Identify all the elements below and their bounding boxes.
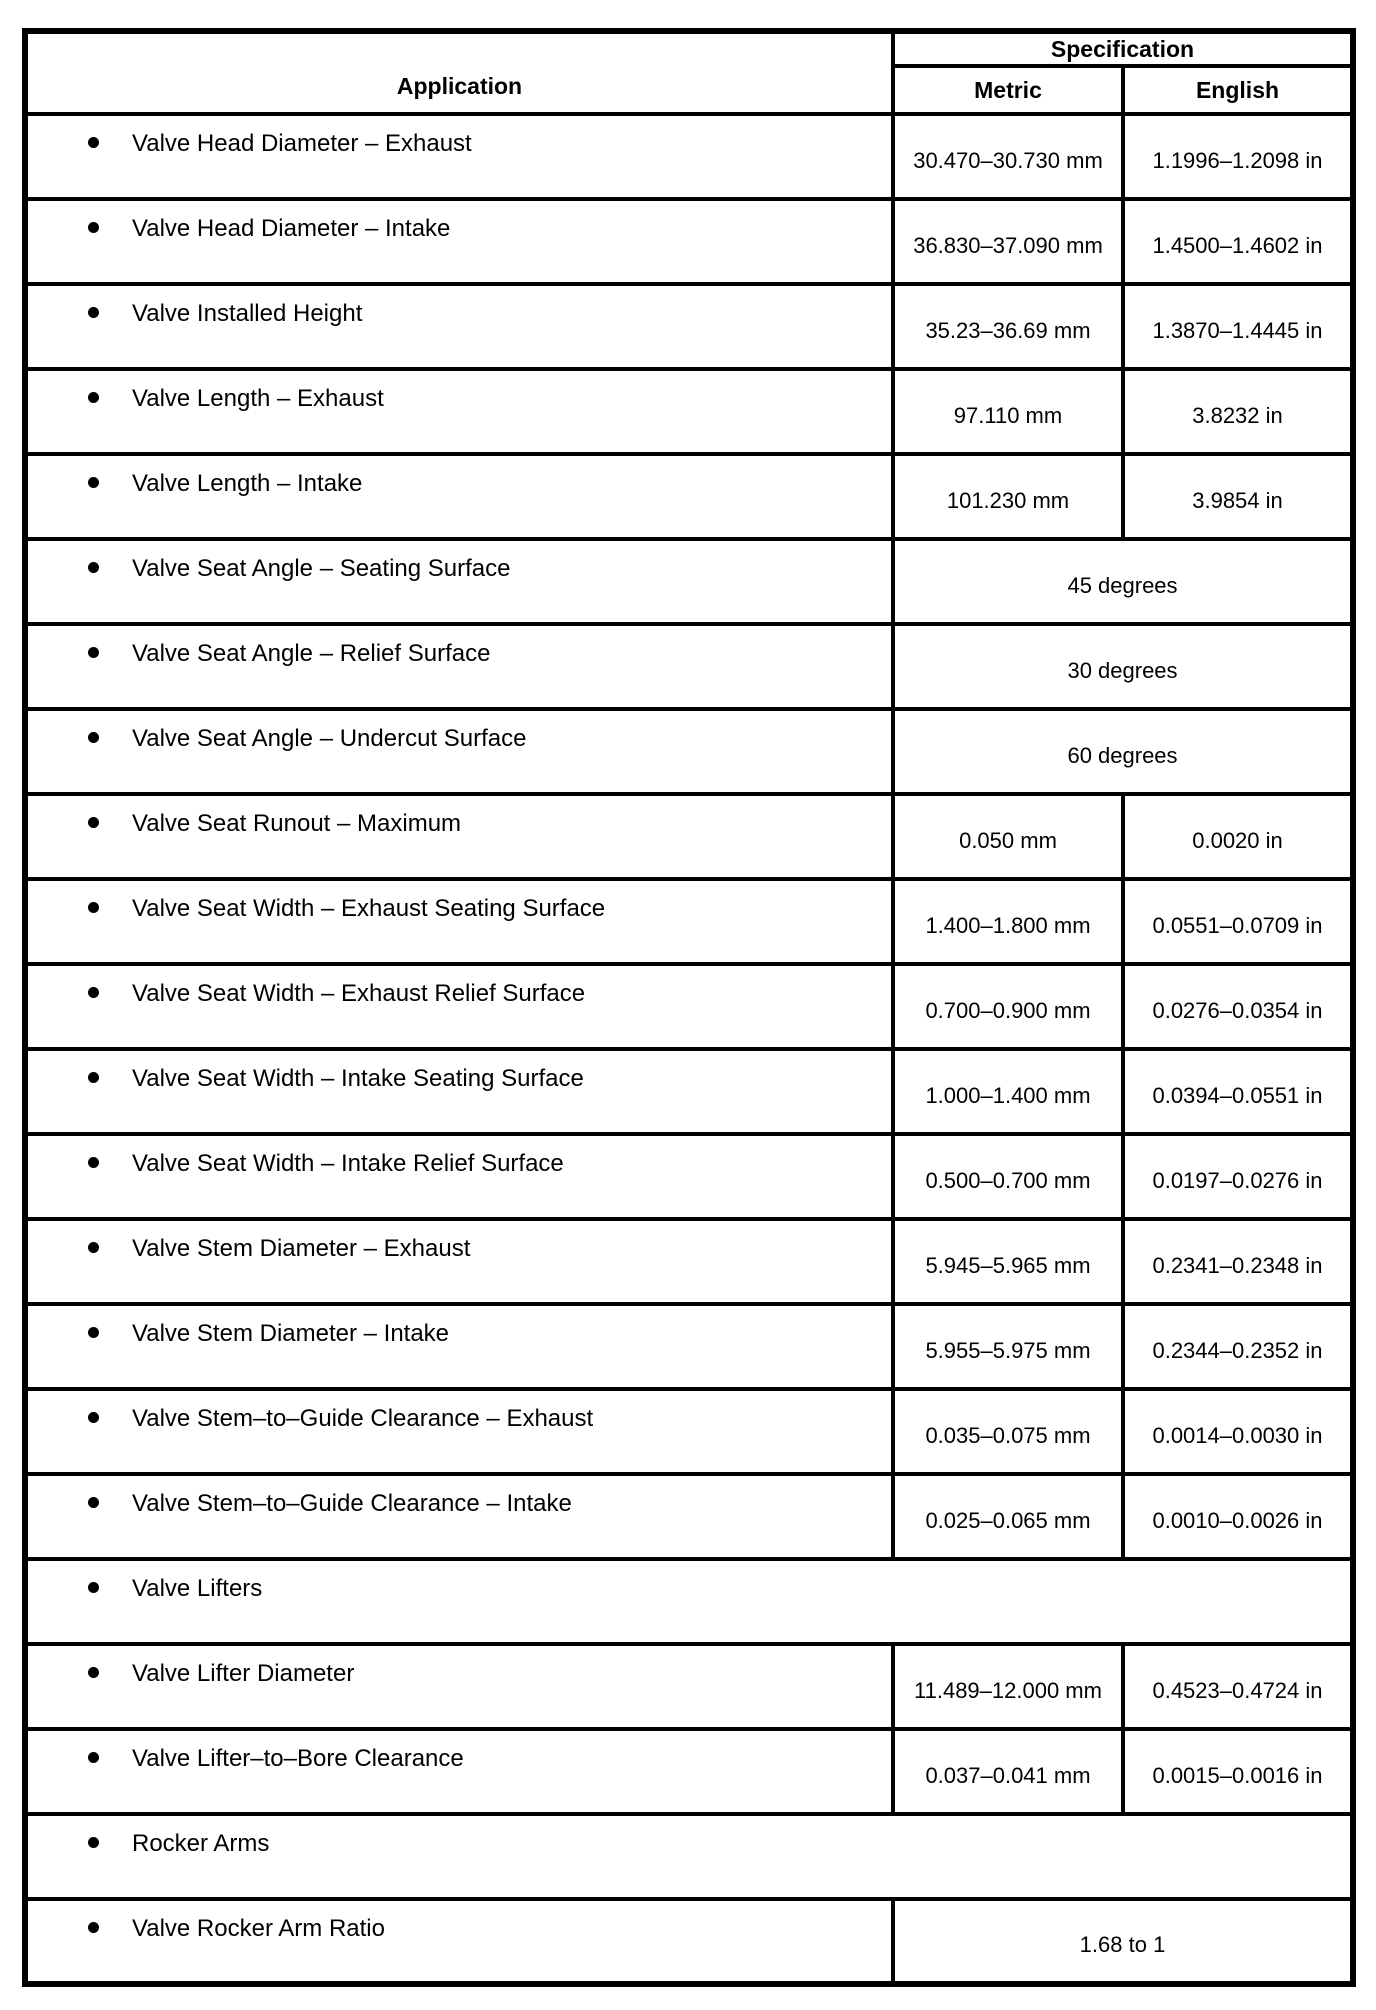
application-cell: [25, 1644, 893, 1729]
bullet-icon: [88, 1497, 99, 1508]
table-row: [25, 624, 1353, 709]
application-label: Valve Stem Diameter – Intake: [132, 1320, 450, 1347]
metric-value-cell: 97.110 mm: [893, 369, 1123, 454]
bullet-icon: [88, 987, 99, 998]
table-row: [25, 1389, 1353, 1474]
metric-value-cell: 35.23–36.69 mm: [893, 284, 1123, 369]
application-label: Valve Length – Intake: [132, 470, 363, 497]
application-label: Valve Lifters: [132, 1575, 263, 1602]
bullet-icon: [88, 1667, 99, 1678]
application-label: Valve Stem–to–Guide Clearance – Exhaust: [132, 1405, 594, 1432]
metric-value-cell: 30.470–30.730 mm: [893, 114, 1123, 199]
application-label: Valve Lifter–to–Bore Clearance: [132, 1745, 464, 1772]
application-label: Valve Lifter Diameter: [132, 1660, 355, 1687]
bullet-icon: [88, 902, 99, 913]
table-row: [25, 369, 1353, 454]
bullet-icon: [88, 1157, 99, 1168]
bullet-icon: [88, 392, 99, 403]
application-cell: [25, 454, 893, 539]
bullet-icon: [88, 222, 99, 233]
bullet-icon: [88, 1072, 99, 1083]
english-value-cell: 0.2341–0.2348 in: [1123, 1219, 1353, 1304]
english-value-cell: 0.0015–0.0016 in: [1123, 1729, 1353, 1814]
metric-value-cell: 0.500–0.700 mm: [893, 1134, 1123, 1219]
english-value-cell: 1.4500–1.4602 in: [1123, 199, 1353, 284]
english-value-cell: 1.3870–1.4445 in: [1123, 284, 1353, 369]
application-label: Valve Seat Width – Exhaust Seating Surface: [132, 895, 606, 922]
specification-value-cell: 1.68 to 1: [893, 1899, 1353, 1984]
table-row: [25, 1219, 1353, 1304]
bullet-icon: [88, 817, 99, 828]
application-cell: [25, 624, 893, 709]
section-cell: [25, 1559, 1353, 1644]
specification-value-cell: 45 degrees: [893, 539, 1353, 624]
english-value-cell: 3.8232 in: [1123, 369, 1353, 454]
application-cell: [25, 1134, 893, 1219]
metric-value-cell: 36.830–37.090 mm: [893, 199, 1123, 284]
specification-column-header: Specification: [893, 31, 1353, 66]
application-label: Valve Seat Width – Intake Relief Surface: [132, 1150, 564, 1177]
bullet-icon: [88, 647, 99, 658]
metric-value-cell: 0.037–0.041 mm: [893, 1729, 1123, 1814]
table-row: [25, 1899, 1353, 1984]
bullet-icon: [88, 562, 99, 573]
table-row: [25, 284, 1353, 369]
table-row: [25, 539, 1353, 624]
table-row: [25, 1644, 1353, 1729]
english-value-cell: 3.9854 in: [1123, 454, 1353, 539]
metric-value-cell: 5.955–5.975 mm: [893, 1304, 1123, 1389]
application-label: Valve Stem Diameter – Exhaust: [132, 1235, 471, 1262]
bullet-icon: [88, 1582, 99, 1593]
table-row: [25, 1729, 1353, 1814]
english-value-cell: 0.0014–0.0030 in: [1123, 1389, 1353, 1474]
document-page: [22, 28, 1356, 1987]
application-label: Valve Rocker Arm Ratio: [132, 1915, 385, 1942]
application-label: Valve Seat Runout – Maximum: [132, 810, 462, 837]
bullet-icon: [88, 732, 99, 743]
application-cell: [25, 539, 893, 624]
application-label: Valve Installed Height: [132, 300, 363, 327]
english-value-cell: 0.0020 in: [1123, 794, 1353, 879]
application-label: Rocker Arms: [132, 1830, 270, 1857]
application-cell: [25, 284, 893, 369]
bullet-icon: [88, 477, 99, 488]
application-cell: [25, 1049, 893, 1134]
metric-value-cell: 0.035–0.075 mm: [893, 1389, 1123, 1474]
spec-table-body: [25, 114, 1353, 1984]
bullet-icon: [88, 1922, 99, 1933]
application-cell: [25, 1899, 893, 1984]
english-value-cell: 1.1996–1.2098 in: [1123, 114, 1353, 199]
table-row: [25, 114, 1353, 199]
metric-value-cell: 0.025–0.065 mm: [893, 1474, 1123, 1559]
application-cell: [25, 879, 893, 964]
application-cell: [25, 114, 893, 199]
table-row: [25, 709, 1353, 794]
application-cell: [25, 1389, 893, 1474]
metric-value-cell: 0.050 mm: [893, 794, 1123, 879]
application-cell: [25, 794, 893, 879]
application-cell: [25, 964, 893, 1049]
bullet-icon: [88, 307, 99, 318]
table-row: [25, 879, 1353, 964]
application-cell: [25, 1219, 893, 1304]
table-row: [25, 1559, 1353, 1644]
application-label: Valve Length – Exhaust: [132, 385, 384, 412]
valve-specifications-table: [22, 28, 1356, 1987]
english-value-cell: 0.0010–0.0026 in: [1123, 1474, 1353, 1559]
metric-column-header: Metric: [893, 66, 1123, 114]
application-cell: [25, 1729, 893, 1814]
english-value-cell: 0.0551–0.0709 in: [1123, 879, 1353, 964]
table-row: [25, 199, 1353, 284]
english-value-cell: 0.4523–0.4724 in: [1123, 1644, 1353, 1729]
table-row: [25, 1134, 1353, 1219]
bullet-icon: [88, 1412, 99, 1423]
metric-value-cell: 11.489–12.000 mm: [893, 1644, 1123, 1729]
english-value-cell: 0.0394–0.0551 in: [1123, 1049, 1353, 1134]
table-row: [25, 454, 1353, 539]
specification-value-cell: 30 degrees: [893, 624, 1353, 709]
table-row: [25, 794, 1353, 879]
application-cell: [25, 199, 893, 284]
section-cell: [25, 1814, 1353, 1899]
metric-value-cell: 0.700–0.900 mm: [893, 964, 1123, 1049]
header-row-specification: [25, 31, 1353, 66]
application-label: Valve Head Diameter – Exhaust: [132, 130, 472, 157]
specification-value-cell: 60 degrees: [893, 709, 1353, 794]
bullet-icon: [88, 1242, 99, 1253]
metric-value-cell: 101.230 mm: [893, 454, 1123, 539]
application-column-header: Application: [25, 31, 893, 114]
application-cell: [25, 369, 893, 454]
application-label: Valve Seat Width – Exhaust Relief Surface: [132, 980, 586, 1007]
application-label: Valve Head Diameter – Intake: [132, 215, 451, 242]
metric-value-cell: 1.400–1.800 mm: [893, 879, 1123, 964]
table-row: [25, 1814, 1353, 1899]
application-label: Valve Seat Angle – Relief Surface: [132, 640, 491, 667]
bullet-icon: [88, 137, 99, 148]
table-row: [25, 964, 1353, 1049]
english-value-cell: 0.0197–0.0276 in: [1123, 1134, 1353, 1219]
application-cell: [25, 1474, 893, 1559]
english-value-cell: 0.0276–0.0354 in: [1123, 964, 1353, 1049]
table-row: [25, 1049, 1353, 1134]
english-column-header: English: [1123, 66, 1353, 114]
table-row: [25, 1304, 1353, 1389]
application-label: Valve Seat Angle – Seating Surface: [132, 555, 511, 582]
bullet-icon: [88, 1752, 99, 1763]
application-label: Valve Stem–to–Guide Clearance – Intake: [132, 1490, 572, 1517]
application-label: Valve Seat Width – Intake Seating Surface: [132, 1065, 584, 1092]
metric-value-cell: 1.000–1.400 mm: [893, 1049, 1123, 1134]
metric-value-cell: 5.945–5.965 mm: [893, 1219, 1123, 1304]
bullet-icon: [88, 1327, 99, 1338]
application-label: Valve Seat Angle – Undercut Surface: [132, 725, 527, 752]
bullet-icon: [88, 1837, 99, 1848]
application-cell: [25, 709, 893, 794]
table-row: [25, 1474, 1353, 1559]
english-value-cell: 0.2344–0.2352 in: [1123, 1304, 1353, 1389]
application-cell: [25, 1304, 893, 1389]
